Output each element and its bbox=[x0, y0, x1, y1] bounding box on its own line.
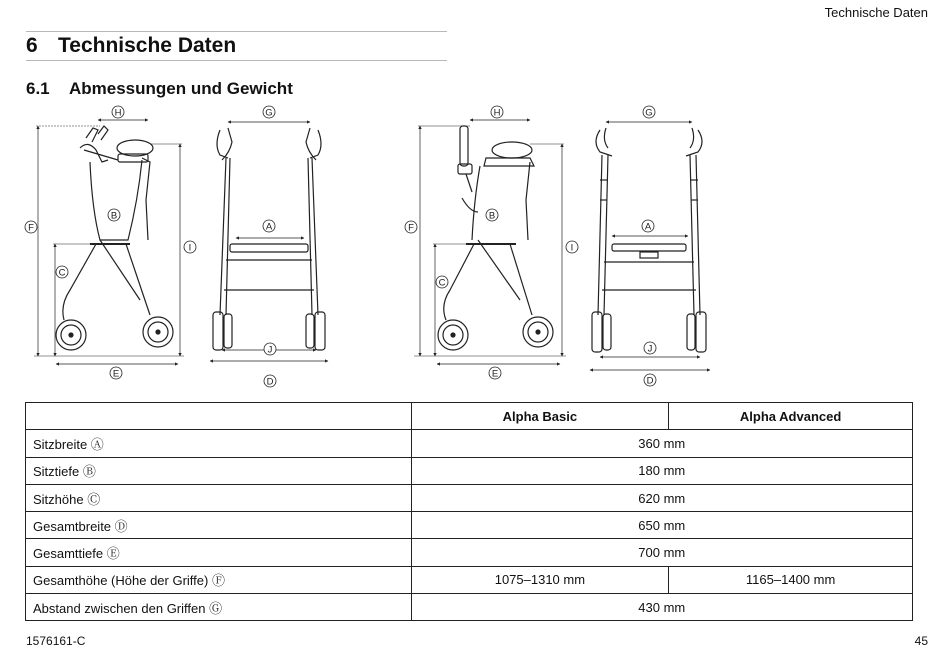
row-label: Sitztiefe Ⓑ bbox=[26, 457, 412, 484]
row-value: 620 mm bbox=[411, 484, 912, 511]
row-label: Gesamtbreite Ⓓ bbox=[26, 512, 412, 539]
table-row bbox=[26, 512, 913, 539]
label-i-2: I bbox=[570, 242, 574, 254]
label-g-1: G bbox=[265, 107, 273, 119]
row-value: 430 mm bbox=[411, 594, 912, 621]
label-a-2: A bbox=[644, 221, 652, 233]
table-header-row bbox=[26, 403, 913, 430]
label-b-1: B bbox=[110, 210, 118, 222]
row-label: Gesamttiefe Ⓔ bbox=[26, 539, 412, 566]
label-b-2: B bbox=[488, 210, 496, 222]
label-e-2: E bbox=[491, 368, 499, 380]
section-number: 6.1 bbox=[26, 79, 50, 98]
basic-front-view bbox=[210, 122, 328, 361]
specification-table bbox=[25, 402, 913, 621]
row-value: 650 mm bbox=[411, 512, 912, 539]
label-f-1: F bbox=[28, 222, 34, 234]
table-row bbox=[26, 594, 913, 621]
row-value-basic: 1075–1310 mm bbox=[411, 566, 669, 593]
label-g-2: G bbox=[645, 107, 653, 119]
row-value: 180 mm bbox=[411, 457, 912, 484]
table-row bbox=[26, 484, 913, 511]
section-title bbox=[26, 79, 293, 99]
table-row bbox=[26, 566, 913, 593]
page-number: 45 bbox=[914, 634, 928, 648]
label-d-1: D bbox=[266, 376, 274, 388]
chapter-title bbox=[26, 31, 447, 61]
dimension-figures bbox=[0, 100, 950, 395]
basic-side-view bbox=[34, 120, 184, 364]
label-j-1: J bbox=[267, 344, 273, 356]
header-alpha-basic: Alpha Basic bbox=[411, 403, 669, 430]
label-d-2: D bbox=[646, 375, 654, 387]
label-c-1: C bbox=[58, 267, 66, 279]
header-alpha-advanced: Alpha Advanced bbox=[669, 403, 913, 430]
table-row bbox=[26, 430, 913, 457]
chapter-title-text: Technische Daten bbox=[58, 34, 237, 57]
label-a-1: A bbox=[265, 221, 273, 233]
label-c-2: C bbox=[438, 277, 446, 289]
row-label: Sitzbreite Ⓐ bbox=[26, 430, 412, 457]
advanced-side-view bbox=[414, 120, 566, 364]
row-value-advanced: 1165–1400 mm bbox=[669, 566, 913, 593]
table-row bbox=[26, 457, 913, 484]
row-value: 360 mm bbox=[411, 430, 912, 457]
document-code: 1576161-C bbox=[26, 634, 86, 648]
row-label: Sitzhöhe Ⓒ bbox=[26, 484, 412, 511]
row-value: 700 mm bbox=[411, 539, 912, 566]
table-row bbox=[26, 539, 913, 566]
label-h-1: H bbox=[114, 107, 122, 119]
label-i-1: I bbox=[188, 242, 192, 254]
label-e-1: E bbox=[112, 368, 120, 380]
running-header: Technische Daten bbox=[824, 5, 928, 20]
advanced-front-view bbox=[590, 122, 710, 370]
rollator-drawings bbox=[0, 100, 950, 395]
row-label: Gesamthöhe (Höhe der Griffe) Ⓕ bbox=[26, 566, 412, 593]
section-title-text: Abmessungen und Gewicht bbox=[69, 79, 293, 98]
chapter-number: 6 bbox=[26, 34, 38, 57]
label-j-2: J bbox=[647, 343, 653, 355]
label-h-2: H bbox=[493, 107, 501, 119]
row-label: Abstand zwischen den Griffen Ⓖ bbox=[26, 594, 412, 621]
label-f-2: F bbox=[408, 222, 414, 234]
header-label-col bbox=[26, 403, 412, 430]
